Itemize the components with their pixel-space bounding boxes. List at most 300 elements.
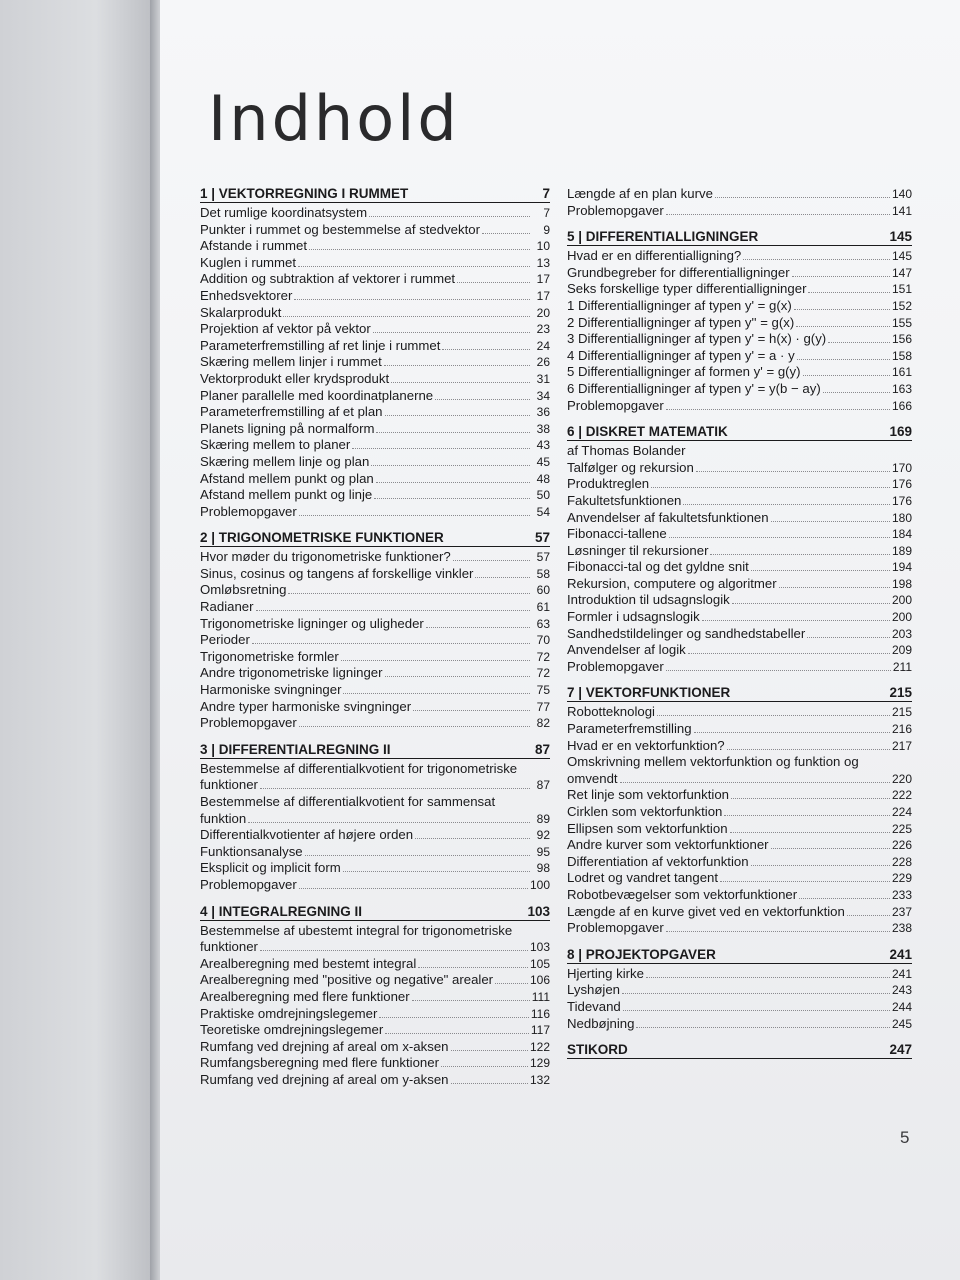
toc-entry: [567, 821, 912, 838]
chapter-title: 8 | PROJEKTOPGAVER: [567, 946, 716, 962]
entry-title-continued: funktion: [200, 810, 247, 826]
entry-title: Harmoniske svingninger: [200, 682, 342, 698]
entry-title: Problemopgaver: [567, 658, 664, 674]
entry-page: 87: [536, 778, 550, 793]
entry-title: Hvad er en vektorfunktion?: [567, 737, 725, 753]
toc-entry: [567, 904, 912, 921]
entry-title: Skæring mellem linje og plan: [200, 453, 370, 469]
left-page-edge: [0, 0, 160, 1280]
entry-page: 117: [530, 1023, 550, 1038]
entry-title: Omløbsretning: [200, 582, 287, 598]
entry-title: 3 Differentialligninger af typen y' = h(x) · g(y): [567, 331, 827, 347]
entry-title: Funktionsanalyse: [200, 843, 303, 859]
entry-title: Perioder: [200, 632, 250, 648]
dot-leader: [623, 1010, 890, 1011]
entry-page: 7: [543, 206, 550, 220]
entry-title: Planer parallelle med koordinatplanerne: [200, 387, 434, 403]
entry-title: Andre kurver som vektorfunktioner: [567, 837, 769, 853]
entry-page: 241: [891, 966, 912, 981]
entry-title: Problemopgaver: [567, 920, 664, 936]
entry-title: Lyshøjen: [567, 982, 621, 998]
dot-leader: [248, 822, 530, 823]
dot-leader: [847, 915, 890, 916]
entry-title: Arealberegning med "positive og negative" arealer: [200, 972, 494, 988]
entry-title: Planets ligning på normalform: [200, 420, 375, 436]
entry-title-continued: omvendt: [567, 770, 618, 786]
toc-entry: [200, 632, 550, 649]
toc-entry: [567, 203, 912, 220]
dot-leader: [751, 865, 890, 866]
dot-leader: [731, 798, 890, 799]
toc-section: [567, 947, 912, 1032]
entry-page: 98: [536, 861, 550, 876]
entry-title: Afstande i rummet: [200, 238, 308, 254]
entry-page: 203: [891, 626, 912, 641]
chapter-heading: [567, 424, 912, 441]
toc-entry: [567, 592, 912, 609]
entry-page: 105: [529, 956, 550, 971]
toc-entry: [200, 1039, 550, 1056]
chapter-heading: [567, 947, 912, 964]
entry-page: 166: [891, 398, 912, 413]
toc-entry: [200, 454, 550, 471]
dot-leader: [796, 326, 890, 327]
toc-entry: [567, 609, 912, 626]
dot-leader: [622, 993, 890, 994]
toc-entry: [200, 471, 550, 488]
entry-page: 129: [529, 1056, 550, 1071]
entry-page: 237: [891, 904, 912, 919]
entry-title-continued: funktioner: [200, 939, 258, 955]
entry-page: 13: [536, 255, 550, 270]
toc-entry: [200, 222, 550, 239]
dot-leader: [720, 881, 890, 882]
dot-leader: [376, 432, 530, 433]
chapter-heading: [200, 742, 550, 759]
toc-entry: [567, 626, 912, 643]
toc-entry: [567, 348, 912, 365]
entry-title: 5 Differentialligninger af formen y' = g(y): [567, 364, 801, 380]
chapter-page: 247: [889, 1042, 912, 1058]
entry-title: Rumfangsberegning med flere funktioner: [200, 1055, 439, 1071]
dot-leader: [413, 710, 530, 711]
entry-title: Arealberegning med flere funktioner: [200, 988, 410, 1004]
dot-leader: [373, 332, 530, 333]
entry-title: Længde af en plan kurve: [567, 186, 713, 201]
entry-title: Trigonometriske formler: [200, 648, 339, 664]
entry-title: Nedbøjning: [567, 1015, 635, 1031]
chapter-page: 145: [889, 229, 912, 245]
entry-page: 224: [891, 805, 912, 819]
entry-title: Produktreglen: [567, 476, 650, 492]
page-title: Indhold: [208, 82, 460, 155]
dot-leader: [451, 1050, 528, 1051]
entry-page: 243: [891, 983, 912, 998]
entry-title: Andre typer harmoniske svingninger: [200, 698, 412, 714]
entry-title: Seks forskellige typer differentialligninger: [567, 281, 807, 297]
entry-page: 92: [536, 828, 550, 843]
toc-column-left: [200, 186, 550, 1099]
entry-page: 77: [536, 699, 550, 714]
toc-entry: [200, 877, 550, 894]
entry-page: 216: [891, 722, 912, 737]
entry-page: 45: [536, 454, 550, 469]
toc-entry: [567, 476, 912, 493]
toc-entry: [567, 186, 912, 203]
dot-leader: [341, 660, 530, 661]
toc-entry: [567, 526, 912, 543]
chapter-title: 2 | TRIGONOMETRISKE FUNKTIONER: [200, 530, 444, 546]
dot-leader: [727, 749, 890, 750]
toc-entry: [200, 371, 550, 388]
dot-leader: [797, 359, 890, 360]
dot-leader: [384, 365, 530, 366]
dot-leader: [683, 504, 890, 505]
entry-title: Sinus, cosinus og tangens af forskellige vinkler: [200, 565, 474, 581]
entry-page: 111: [531, 989, 550, 1004]
entry-title: Trigonometriske ligninger og uligheder: [200, 615, 424, 631]
dot-leader: [418, 967, 528, 968]
dot-leader: [415, 838, 530, 839]
chapter-page: 215: [889, 685, 912, 701]
entry-page: 155: [891, 315, 912, 330]
entry-title: Skæring mellem linjer i rummet: [200, 354, 382, 370]
chapter-page: 169: [889, 424, 912, 440]
chapter-page: 57: [534, 530, 550, 546]
dot-leader: [352, 448, 530, 449]
entry-title: Radianer: [200, 599, 254, 615]
toc-entry: [200, 665, 550, 682]
entry-title: Tidevand: [567, 998, 621, 1014]
entry-page: 152: [891, 298, 912, 313]
dot-leader: [385, 1033, 529, 1034]
toc-entry: [200, 271, 550, 288]
toc-entry: [200, 761, 550, 794]
entry-page: 60: [536, 583, 550, 598]
toc-column-right: [567, 186, 912, 1069]
entry-title: Cirklen som vektorfunktion: [567, 804, 723, 819]
entry-page: 180: [891, 510, 912, 525]
chapter-page: 241: [889, 946, 912, 962]
entry-page: 95: [536, 844, 550, 859]
dot-leader: [453, 560, 530, 561]
dot-leader: [694, 732, 890, 733]
dot-leader: [730, 832, 890, 833]
chapter-title: 7 | VEKTORFUNKTIONER: [567, 685, 731, 701]
entry-title: Arealberegning med bestemt integral: [200, 955, 417, 971]
entry-page: 215: [891, 705, 912, 720]
toc-entry: [200, 321, 550, 338]
dot-leader: [475, 577, 530, 578]
dot-leader: [823, 392, 890, 393]
toc-entry: [200, 1072, 550, 1089]
dot-leader: [620, 782, 890, 783]
entry-title: Andre trigonometriske ligninger: [200, 665, 383, 681]
toc-entry: [200, 649, 550, 666]
dot-leader: [371, 465, 530, 466]
toc-section: [200, 186, 550, 520]
entry-page: 151: [891, 282, 912, 297]
chapter-heading: [567, 1042, 912, 1059]
entry-page: 176: [891, 477, 912, 492]
dot-leader: [256, 610, 530, 611]
toc-entry: [567, 704, 912, 721]
entry-title: Grundbegreber for differentialligninger: [567, 264, 790, 280]
toc-entry: [567, 281, 912, 298]
dot-leader: [771, 521, 890, 522]
entry-page: 50: [536, 488, 550, 503]
dot-leader: [792, 276, 890, 277]
entry-page: 31: [536, 371, 550, 386]
entry-page: 225: [891, 821, 912, 836]
dot-leader: [751, 570, 890, 571]
chapter-heading: [567, 229, 912, 246]
toc-entry: [200, 338, 550, 355]
entry-page: 116: [530, 1006, 550, 1021]
entry-title: Lodret og vandret tangent: [567, 870, 719, 886]
toc-entry: [567, 265, 912, 282]
entry-title: 1 Differentialligninger af typen y' = g(x): [567, 297, 792, 313]
toc-entry: [567, 510, 912, 527]
entry-title: Omskrivning mellem vektorfunktion og funktion og: [567, 754, 859, 770]
entry-title: Anvendelser af logik: [567, 642, 686, 658]
entry-title: Bestemmelse af differentialkvotient for trigonometriske: [200, 760, 518, 776]
dot-leader: [495, 983, 528, 984]
toc-section: [567, 424, 912, 675]
dot-leader: [808, 292, 890, 293]
entry-title: Teoretiske omdrejningslegemer: [200, 1022, 384, 1038]
entry-page: 75: [536, 683, 550, 698]
dot-leader: [807, 637, 890, 638]
dot-leader: [343, 693, 530, 694]
entry-title: Ret linje som vektorfunktion: [567, 787, 729, 803]
toc-entry: [567, 982, 912, 999]
entry-title: Addition og subtraktion af vektorer i rummet: [200, 271, 456, 287]
entry-page: 72: [536, 666, 550, 681]
dot-leader: [666, 931, 890, 932]
entry-page: 26: [536, 355, 550, 370]
entry-title: Hvor møder du trigonometriske funktioner?: [200, 549, 451, 565]
entry-page: 61: [536, 600, 550, 615]
toc-entry: [200, 599, 550, 616]
entry-page: 43: [536, 438, 550, 453]
toc-entry: [200, 437, 550, 454]
toc-entry: [200, 616, 550, 633]
chapter-page: 87: [534, 741, 550, 757]
toc-entry: [200, 682, 550, 699]
dot-leader: [710, 554, 890, 555]
chapter-title: 4 | INTEGRALREGNING II: [200, 903, 363, 919]
entry-title: Problemopgaver: [200, 876, 297, 892]
page-number: 5: [900, 1128, 910, 1147]
entry-page: 17: [536, 272, 550, 287]
toc-entry: [200, 860, 550, 877]
entry-title: Parameterfremstilling af ret linje i rummet: [200, 337, 441, 353]
toc-entry: [200, 238, 550, 255]
toc-entry: [200, 504, 550, 521]
toc-entry: [200, 388, 550, 405]
entry-title: Eksplicit og implicit form: [200, 860, 341, 876]
entry-page: 233: [891, 887, 912, 902]
dot-leader: [794, 309, 890, 310]
dot-leader: [260, 788, 530, 789]
toc-entry: [567, 364, 912, 381]
entry-title: Rumfang ved drejning af areal om y-aksen: [200, 1071, 449, 1087]
dot-leader: [294, 299, 530, 300]
entry-title: Bestemmelse af ubestemt integral for trigonometriske: [200, 922, 513, 938]
entry-page: 132: [529, 1072, 550, 1087]
dot-leader: [412, 1000, 530, 1001]
dot-leader: [309, 249, 530, 250]
dot-leader: [299, 888, 528, 889]
toc-entry: [567, 460, 912, 477]
toc-entry: [200, 956, 550, 973]
chapter-title: 6 | DISKRET MATEMATIK: [567, 424, 728, 440]
toc-entry: [200, 305, 550, 322]
entry-page: 238: [891, 921, 912, 936]
toc-section: [567, 1042, 912, 1059]
entry-title: Ellipsen som vektorfunktion: [567, 820, 728, 836]
toc-entry: [200, 487, 550, 504]
dot-leader: [657, 715, 890, 716]
dot-leader: [732, 603, 890, 604]
entry-title: Differentialkvotienter af højere orden: [200, 827, 414, 843]
entry-page: 48: [536, 471, 550, 486]
toc-entry: [200, 1055, 550, 1072]
dot-leader: [715, 197, 890, 198]
toc-entry: [567, 1016, 912, 1033]
dot-leader: [451, 1083, 528, 1084]
chapter-title: 5 | DIFFERENTIALLIGNINGER: [567, 229, 759, 245]
chapter-title: 1 | VEKTORREGNING I RUMMET: [200, 186, 409, 201]
entry-title: Rumfang ved drejning af areal om x-aksen: [200, 1038, 449, 1054]
dot-leader: [385, 676, 530, 677]
dot-leader: [666, 214, 890, 215]
entry-title: Enhedsvektorer: [200, 287, 293, 303]
toc-entry: [200, 1022, 550, 1039]
dot-leader: [260, 950, 528, 951]
toc-entry: [567, 787, 912, 804]
entry-page: 176: [891, 493, 912, 508]
chapter-title: 3 | DIFFERENTIALREGNING II: [200, 741, 391, 757]
entry-page: 184: [891, 527, 912, 542]
dot-leader: [252, 643, 530, 644]
dot-leader: [666, 670, 891, 671]
dot-leader: [343, 871, 530, 872]
toc-entry: [567, 870, 912, 887]
entry-title: Parameterfremstilling: [567, 721, 692, 737]
toc-section: [200, 530, 550, 732]
entry-page: 200: [891, 593, 912, 608]
entry-title: Fibonacci-tal og det gyldne snit: [567, 559, 749, 575]
entry-title: Parameterfremstilling af et plan: [200, 404, 383, 420]
dot-leader: [828, 342, 890, 343]
toc-entry: [567, 837, 912, 854]
dot-leader: [803, 375, 890, 376]
toc-entry: [200, 923, 550, 956]
entry-title: Kuglen i rummet: [200, 254, 297, 270]
entry-page: 38: [536, 421, 550, 436]
entry-title: Problemopgaver: [567, 397, 664, 413]
entry-title: Afstand mellem punkt og plan: [200, 470, 374, 486]
entry-page: 20: [536, 305, 550, 320]
dot-leader: [482, 233, 530, 234]
entry-page: 158: [891, 348, 912, 363]
entry-title: Problemopgaver: [200, 715, 297, 731]
dot-leader: [299, 515, 530, 516]
dot-leader: [426, 627, 530, 628]
toc-entry: [567, 398, 912, 415]
dot-leader: [724, 815, 890, 816]
toc-entry: [200, 582, 550, 599]
toc-entry: [567, 248, 912, 265]
toc-entry: [200, 566, 550, 583]
entry-page: 226: [891, 838, 912, 853]
entry-title-continued: funktioner: [200, 777, 258, 793]
toc-entry: [567, 999, 912, 1016]
toc-entry: [200, 699, 550, 716]
dot-leader: [288, 593, 530, 594]
entry-title: Differentiation af vektorfunktion: [567, 853, 749, 869]
entry-title: Projektion af vektor på vektor: [200, 321, 371, 337]
dot-leader: [385, 415, 530, 416]
entry-page: 198: [891, 576, 912, 591]
dot-leader: [298, 266, 530, 267]
toc-entry: [567, 659, 912, 676]
entry-title: Bestemmelse af differentialkvotient for sammensat: [200, 794, 496, 809]
toc-entry: [567, 559, 912, 576]
toc-entry: [200, 255, 550, 272]
entry-page: 9: [543, 222, 550, 237]
dot-leader: [688, 653, 890, 654]
entry-title: Praktiske omdrejningslegemer: [200, 1005, 378, 1021]
dot-leader: [702, 620, 890, 621]
toc-entry: [567, 804, 912, 821]
entry-page: 82: [536, 716, 550, 731]
toc-entry: [200, 989, 550, 1006]
dot-leader: [743, 259, 890, 260]
toc-entry: [567, 966, 912, 983]
entry-title: Anvendelser af fakultetsfunktionen: [567, 509, 769, 525]
entry-page: 140: [891, 187, 912, 201]
dot-leader: [771, 848, 890, 849]
dot-leader: [299, 726, 530, 727]
entry-page: 57: [536, 550, 550, 565]
dot-leader: [799, 898, 890, 899]
entry-page: 17: [536, 288, 550, 303]
entry-title: Fibonacci-tallene: [567, 526, 667, 542]
entry-title: Robotteknologi: [567, 704, 655, 720]
entry-page: 24: [536, 338, 550, 353]
toc-entry: [567, 331, 912, 348]
entry-page: 72: [536, 649, 550, 664]
toc-entry: [567, 576, 912, 593]
entry-page: 209: [891, 643, 912, 658]
toc-entry: [567, 493, 912, 510]
entry-page: 10: [536, 239, 550, 254]
entry-page: 245: [891, 1016, 912, 1031]
entry-title: Formler i udsagnslogik: [567, 609, 700, 625]
entry-page: 58: [536, 566, 550, 581]
toc-entry: [200, 972, 550, 989]
entry-page: 217: [891, 738, 912, 753]
toc-entry: [567, 642, 912, 659]
entry-title: Vektorprodukt eller krydsprodukt: [200, 370, 390, 386]
dot-leader: [374, 498, 530, 499]
dot-leader: [651, 487, 890, 488]
dot-leader: [441, 1066, 528, 1067]
dot-leader: [666, 409, 890, 410]
